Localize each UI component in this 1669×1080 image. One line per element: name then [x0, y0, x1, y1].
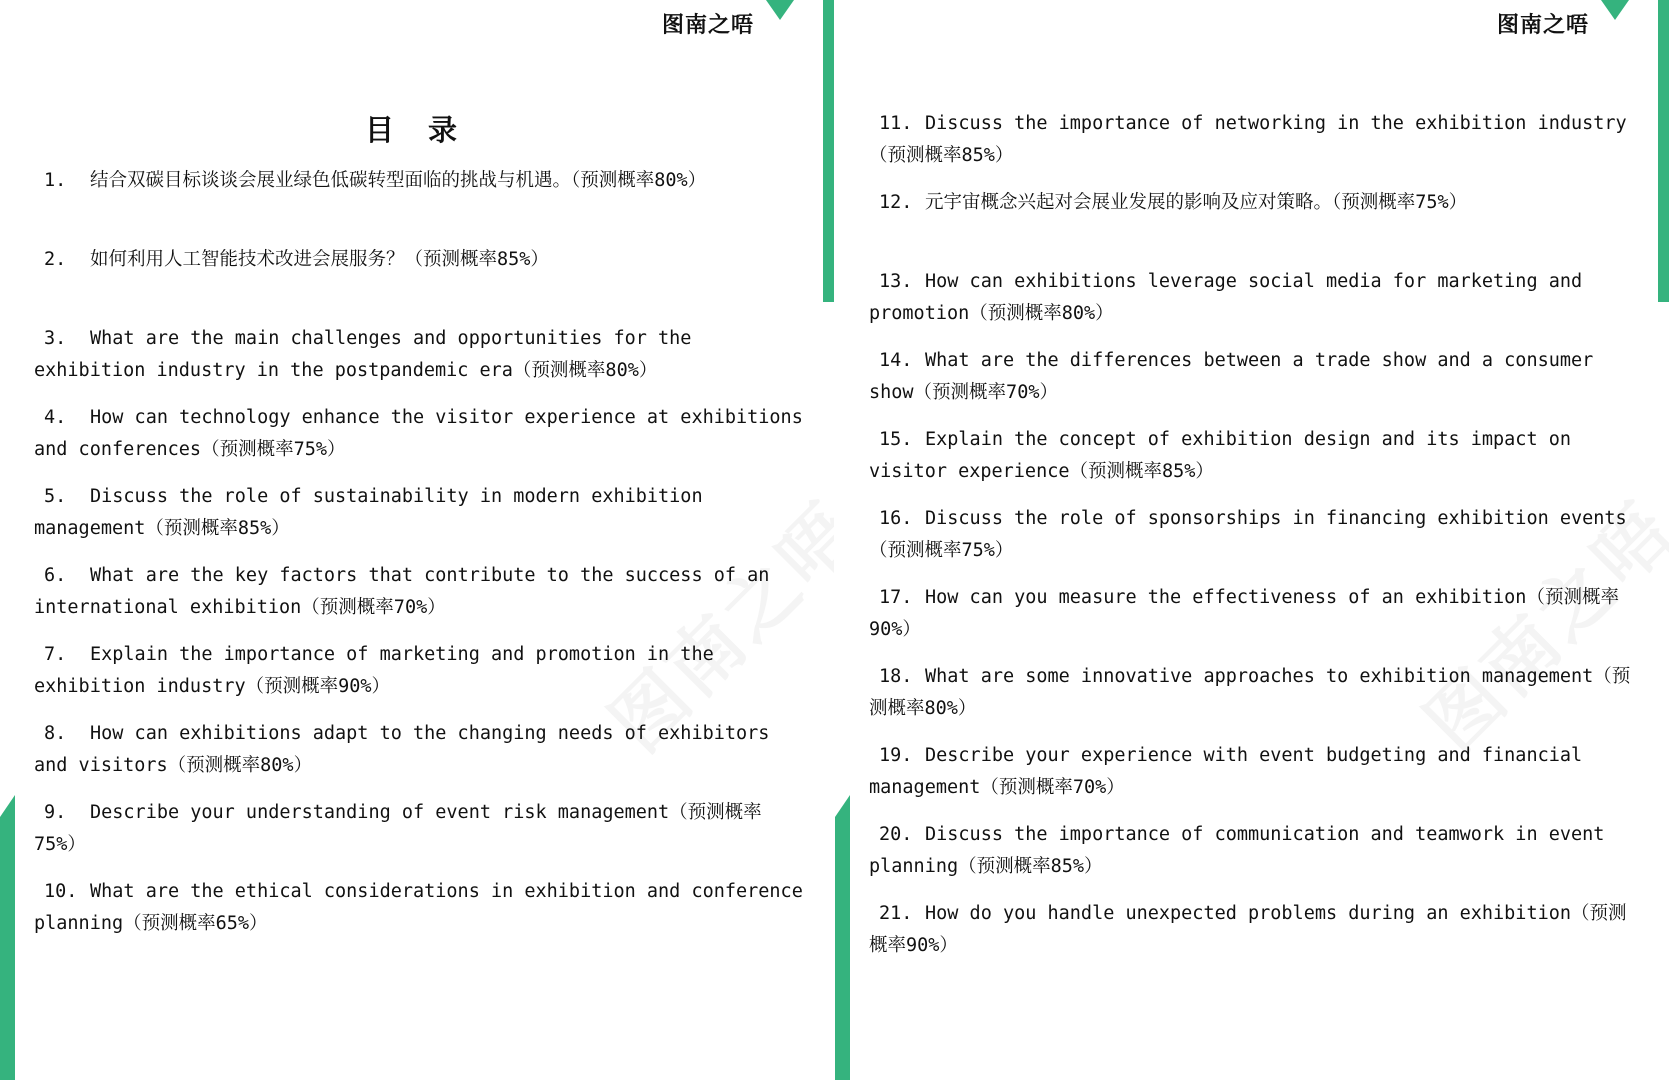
entry-text: What are the key factors that contribute to the success of an international exhibition（预测概率70%） — [34, 565, 770, 618]
entry-number: 10. — [44, 881, 78, 902]
entry-text: How can exhibitions adapt to the changing needs of exhibitors and visitors（预测概率80%） — [34, 723, 770, 776]
entry-number: 16. — [879, 508, 913, 529]
corner-triangle-decoration — [766, 0, 794, 20]
toc-entry — [0, 560, 834, 639]
entry-text: Explain the importance of marketing and promotion in the exhibition industry（预测概率90%） — [34, 644, 714, 697]
entry-text: 元宇宙概念兴起对会展业发展的影响及应对策略。（预测概率75%） — [925, 192, 1468, 213]
entry-text: What are the differences between a trade show and a consumer show（预测概率70%） — [869, 350, 1594, 403]
entry-number: 1. — [44, 170, 67, 191]
toc-entry — [835, 898, 1669, 977]
toc-entry — [0, 481, 834, 560]
toc-entry — [835, 424, 1669, 503]
entry-text: Discuss the role of sustainability in modern exhibition management（预测概率85%） — [34, 486, 703, 539]
entry-number: 21. — [879, 903, 913, 924]
right-page — [835, 0, 1669, 1080]
entry-number: 17. — [879, 587, 913, 608]
entry-number: 12. — [879, 192, 913, 213]
entry-number: 3. — [44, 328, 67, 349]
entry-text: How can you measure the effectiveness of an exhibition（预测概率90%） — [869, 587, 1619, 640]
toc-entry — [0, 165, 834, 244]
entry-text: How can exhibitions leverage social media for marketing and promotion（预测概率80%） — [869, 271, 1583, 324]
left-page — [0, 0, 834, 1080]
toc-entry — [0, 797, 834, 876]
toc-entry — [0, 244, 834, 323]
toc-entry — [835, 661, 1669, 740]
entry-number: 8. — [44, 723, 67, 744]
entry-text: Explain the concept of exhibition design and its impact on visitor experience（预测概率85%） — [869, 429, 1572, 482]
entry-text: Discuss the role of sponsorships in financing exhibition events（预测概率75%） — [869, 508, 1627, 561]
toc-entry — [835, 108, 1669, 187]
toc-entry — [0, 323, 834, 402]
toc-entry — [835, 345, 1669, 424]
entry-number: 18. — [879, 666, 913, 687]
toc-entry — [0, 639, 834, 718]
toc-entry — [0, 876, 834, 955]
entry-text: How can technology enhance the visitor experience at exhibitions and conferences（预测概率75%） — [34, 407, 803, 460]
toc-entry — [835, 819, 1669, 898]
toc-list-right — [835, 108, 1669, 977]
entry-number: 4. — [44, 407, 67, 428]
toc-entry — [835, 187, 1669, 266]
toc-list-left — [0, 165, 834, 955]
entry-text: Discuss the importance of networking in the exhibition industry（预测概率85%） — [869, 113, 1627, 166]
brand-logo-text: 图南之唔 — [1497, 13, 1590, 38]
entry-number: 14. — [879, 350, 913, 371]
entry-number: 7. — [44, 644, 67, 665]
entry-text: How do you handle unexpected problems during an exhibition（预测概率90%） — [869, 903, 1627, 956]
toc-entry — [835, 266, 1669, 345]
toc-entry — [835, 582, 1669, 661]
entry-number: 19. — [879, 745, 913, 766]
entry-number: 6. — [44, 565, 67, 586]
entry-text: What are the ethical considerations in exhibition and conference planning（预测概率65%） — [34, 881, 803, 934]
entry-number: 11. — [879, 113, 913, 134]
entry-text: What are the main challenges and opportunities for the exhibition industry in the postpandemic era（预测概率80%） — [34, 328, 692, 381]
toc-entry — [835, 740, 1669, 819]
entry-number: 20. — [879, 824, 913, 845]
entry-number: 13. — [879, 271, 913, 292]
toc-entry — [0, 718, 834, 797]
entry-number: 15. — [879, 429, 913, 450]
brand-logo-text: 图南之唔 — [662, 13, 755, 38]
toc-title: 目 录 — [364, 113, 470, 147]
entry-text: Describe your experience with event budgeting and financial management（预测概率70%） — [869, 745, 1583, 798]
entry-text: Describe your understanding of event risk management（预测概率75%） — [34, 802, 762, 855]
entry-number: 9. — [44, 802, 67, 823]
toc-entry — [835, 503, 1669, 582]
entry-number: 5. — [44, 486, 67, 507]
entry-text: 如何利用人工智能技术改进会展服务？（预测概率85%） — [90, 249, 549, 270]
entry-text: What are some innovative approaches to exhibition management（预测概率80%） — [869, 666, 1631, 719]
entry-text: 结合双碳目标谈谈会展业绿色低碳转型面临的挑战与机遇。（预测概率80%） — [90, 170, 707, 191]
entry-text: Discuss the importance of communication and teamwork in event planning（预测概率85%） — [869, 824, 1605, 877]
entry-number: 2. — [44, 249, 67, 270]
toc-entry — [0, 402, 834, 481]
corner-triangle-decoration — [1601, 0, 1629, 20]
